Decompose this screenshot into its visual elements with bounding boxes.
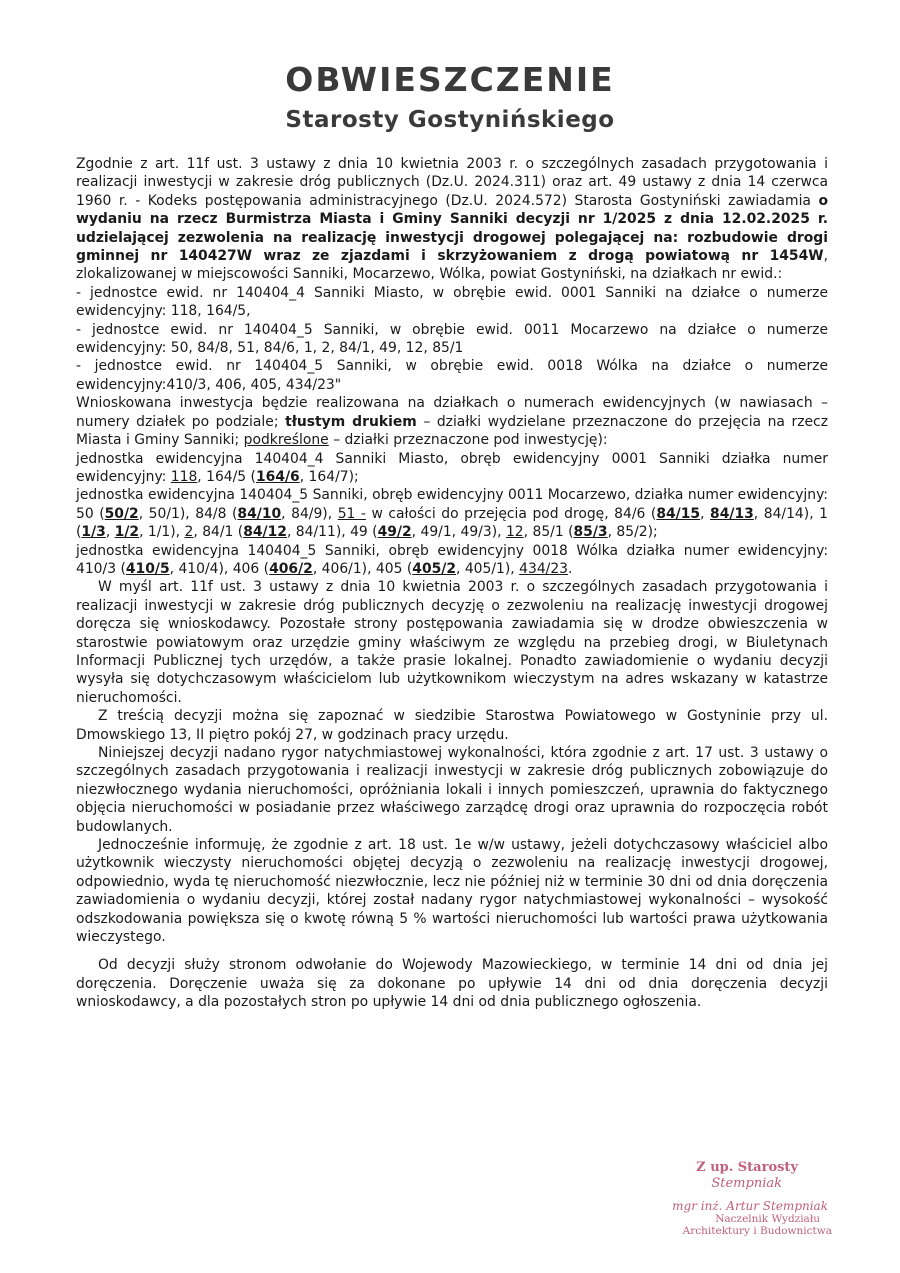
signatory-name: mgr inż. Artur Stempniak	[672, 1199, 828, 1213]
parcel-list-item: - jednostce ewid. nr 140404_4 Sanniki Miasto, w obrębie ewid. 0001 Sanniki na działce o numerze ewidencyjny: 118, 164/5,	[76, 284, 828, 320]
legend-paragraph: Wnioskowana inwestycja będzie realizowana na działkach o numerach ewidencyjnych (w nawiasach – numery działek po podziale; tłustym drukiem – działki wydzielane przeznaczone do przejęcia na rzecz Miasta i Gminy Sanniki; podkreślone – działki przeznaczone pod inwestycję):	[76, 395, 828, 449]
compensation-paragraph: Jednocześnie informuję, że zgodnie z art. 18 ust. 1e w/w ustawy, jeżeli dotychczasowy właściciel albo użytkownik wieczysty nieruchomości objętej decyzją o zezwoleniu na realizację inwestycji drogowej, odpowiednio, wyda tę nieruchomość niezwłocznie, lecz nie później niż w terminie 30 dni od dnia doręczenia zawiadomienia o wydaniu decyzji, której został nadany rygor natychmiastowej wykonalności – wysokość odszkodowania powiększa się o kwotę równą 5 % wartości nieruchomości lub wartości prawa użytkowania wieczystego.	[76, 837, 828, 946]
handwritten-signature: Stempniak	[711, 1176, 782, 1191]
signature-stamp	[612, 1160, 832, 1237]
signatory-position: Naczelnik Wydziału	[715, 1213, 820, 1225]
parcel-list-item: - jednostce ewid. nr 140404_5 Sanniki, w obrębie ewid. 0011 Mocarzewo na działce o numerze ewidencyjny: 50, 84/8, 51, 84/6, 1, 2, 84/1, 49, 12, 85/1	[76, 321, 828, 357]
parcel-record-sanniki: jednostka ewidencyjna 140404_4 Sanniki Miasto, obręb ewidencyjny 0001 Sanniki działka numer ewidencyjny: 118, 164/5 (164/6, 164/7);	[76, 450, 828, 485]
document-body	[76, 155, 828, 1012]
parcel-record-mocarzewo: jednostka ewidencyjna 140404_5 Sanniki, obręb ewidencyjny 0011 Mocarzewo, działka numer ewidencyjny: 50 (50/2, 50/1), 84/8 (84/10, 84/9), 51 - w całości do przejęcia pod drogę, 84/6 (84/15, 84/13, 84/14), 1 (1/3, 1/2, 1/1), 2, 84/1 (84/12, 84/11), 49 (49/2, 49/1, 49/3), 12, 85/1 (85/3, 85/2);	[76, 487, 828, 541]
signatory-department: Architektury i Budownictwa	[682, 1225, 832, 1237]
delivery-paragraph: W myśl art. 11f ust. 3 ustawy z dnia 10 kwietnia 2003 r. o szczególnych zasadach przygotowania i realizacji inwestycji w zakresie dróg publicznych decyzję o zezwoleniu na realizację inwestycji drogowej doręcza się wnioskodawcy. Pozostałe strony postępowania zawiadamia się w drodze obwieszczenia w starostwie powiatowym oraz urzędzie gminy właściwym ze względu na przebieg drogi, w Biuletynach Informacji Publicznej tych urzędów, a także prasie lokalnej. Ponadto zawiadomienie o wydaniu decyzji wysyła się dotychczasowym właścicielom lub użytkownikom wieczystym na adres wskazany w katastrze nieruchomości.	[76, 579, 828, 706]
parcel-list-item: - jednostce ewid. nr 140404_5 Sanniki, w obrębie ewid. 0018 Wólka na działce o numerze ewidencyjny:410/3, 406, 405, 434/23"	[76, 358, 828, 393]
signature-authority: Z up. Starosty	[696, 1160, 798, 1175]
intro-paragraph: Zgodnie z art. 11f ust. 3 ustawy z dnia 10 kwietnia 2003 r. o szczególnych zasadach przygotowania i realizacji inwestycji w zakresie dróg publicznych (Dz.U. 2024.311) oraz art. 49 ustawy z dnia 14 czerwca 1960 r. - Kodeks postępowania administracyjnego (Dz.U. 2024.572) Starosta Gostyniński zawiadamia o wydaniu na rzecz Burmistrza Miasta i Gminy Sanniki decyzji nr 1/2025 z dnia 12.02.2025 r. udzielającej zezwolenia na realizację inwestycji drogowej polegającej na: rozbudowie drogi gminnej nr 140427W wraz ze zjazdami i skrzyżowaniem z drogą powiatową nr 1454W, zlokalizowanej w miejscowości Sanniki, Mocarzewo, Wólka, powiat Gostyniński, na działkach nr ewid.:	[76, 156, 828, 283]
document-title: OBWIESZCZENIE	[285, 60, 615, 99]
parcel-record-wolka: jednostka ewidencyjna 140404_5 Sanniki, obręb ewidencyjny 0018 Wólka działka numer ewidencyjny: 410/3 (410/5, 410/4), 406 (406/2, 406/1), 405 (405/2, 405/1), 434/23.	[76, 542, 828, 577]
document-subtitle: Starosty Gostynińskiego	[285, 107, 615, 133]
appeal-paragraph: Od decyzji służy stronom odwołanie do Wojewody Mazowieckiego, w terminie 14 dni od dnia jej doręczenia. Doręczenie uważa się za dokonane po upływie 14 dni od dnia doręczenia decyzji wnioskodawcy, a dla pozostałych stron po upływie 14 dni od dnia publicznego ogłoszenia.	[76, 957, 828, 1011]
access-paragraph: Z treścią decyzji można się zapoznać w siedzibie Starostwa Powiatowego w Gostyninie przy ul. Dmowskiego 13, II piętro pokój 27, w godzinach pracy urzędu.	[76, 708, 828, 743]
enforceability-paragraph: Niniejszej decyzji nadano rygor natychmiastowej wykonalności, która zgodnie z art. 17 ust. 3 ustawy o szczególnych zasadach przygotowania i realizacji inwestycji w zakresie dróg publicznych zobowiązuje do niezwłocznego wydania nieruchomości, opróżniania lokali i innych pomieszczeń, uprawnia do faktycznego objęcia nieruchomości w posiadanie przez właściwego zarządcę drogi oraz uprawnia do rozpoczęcia robót budowlanych.	[76, 745, 828, 835]
